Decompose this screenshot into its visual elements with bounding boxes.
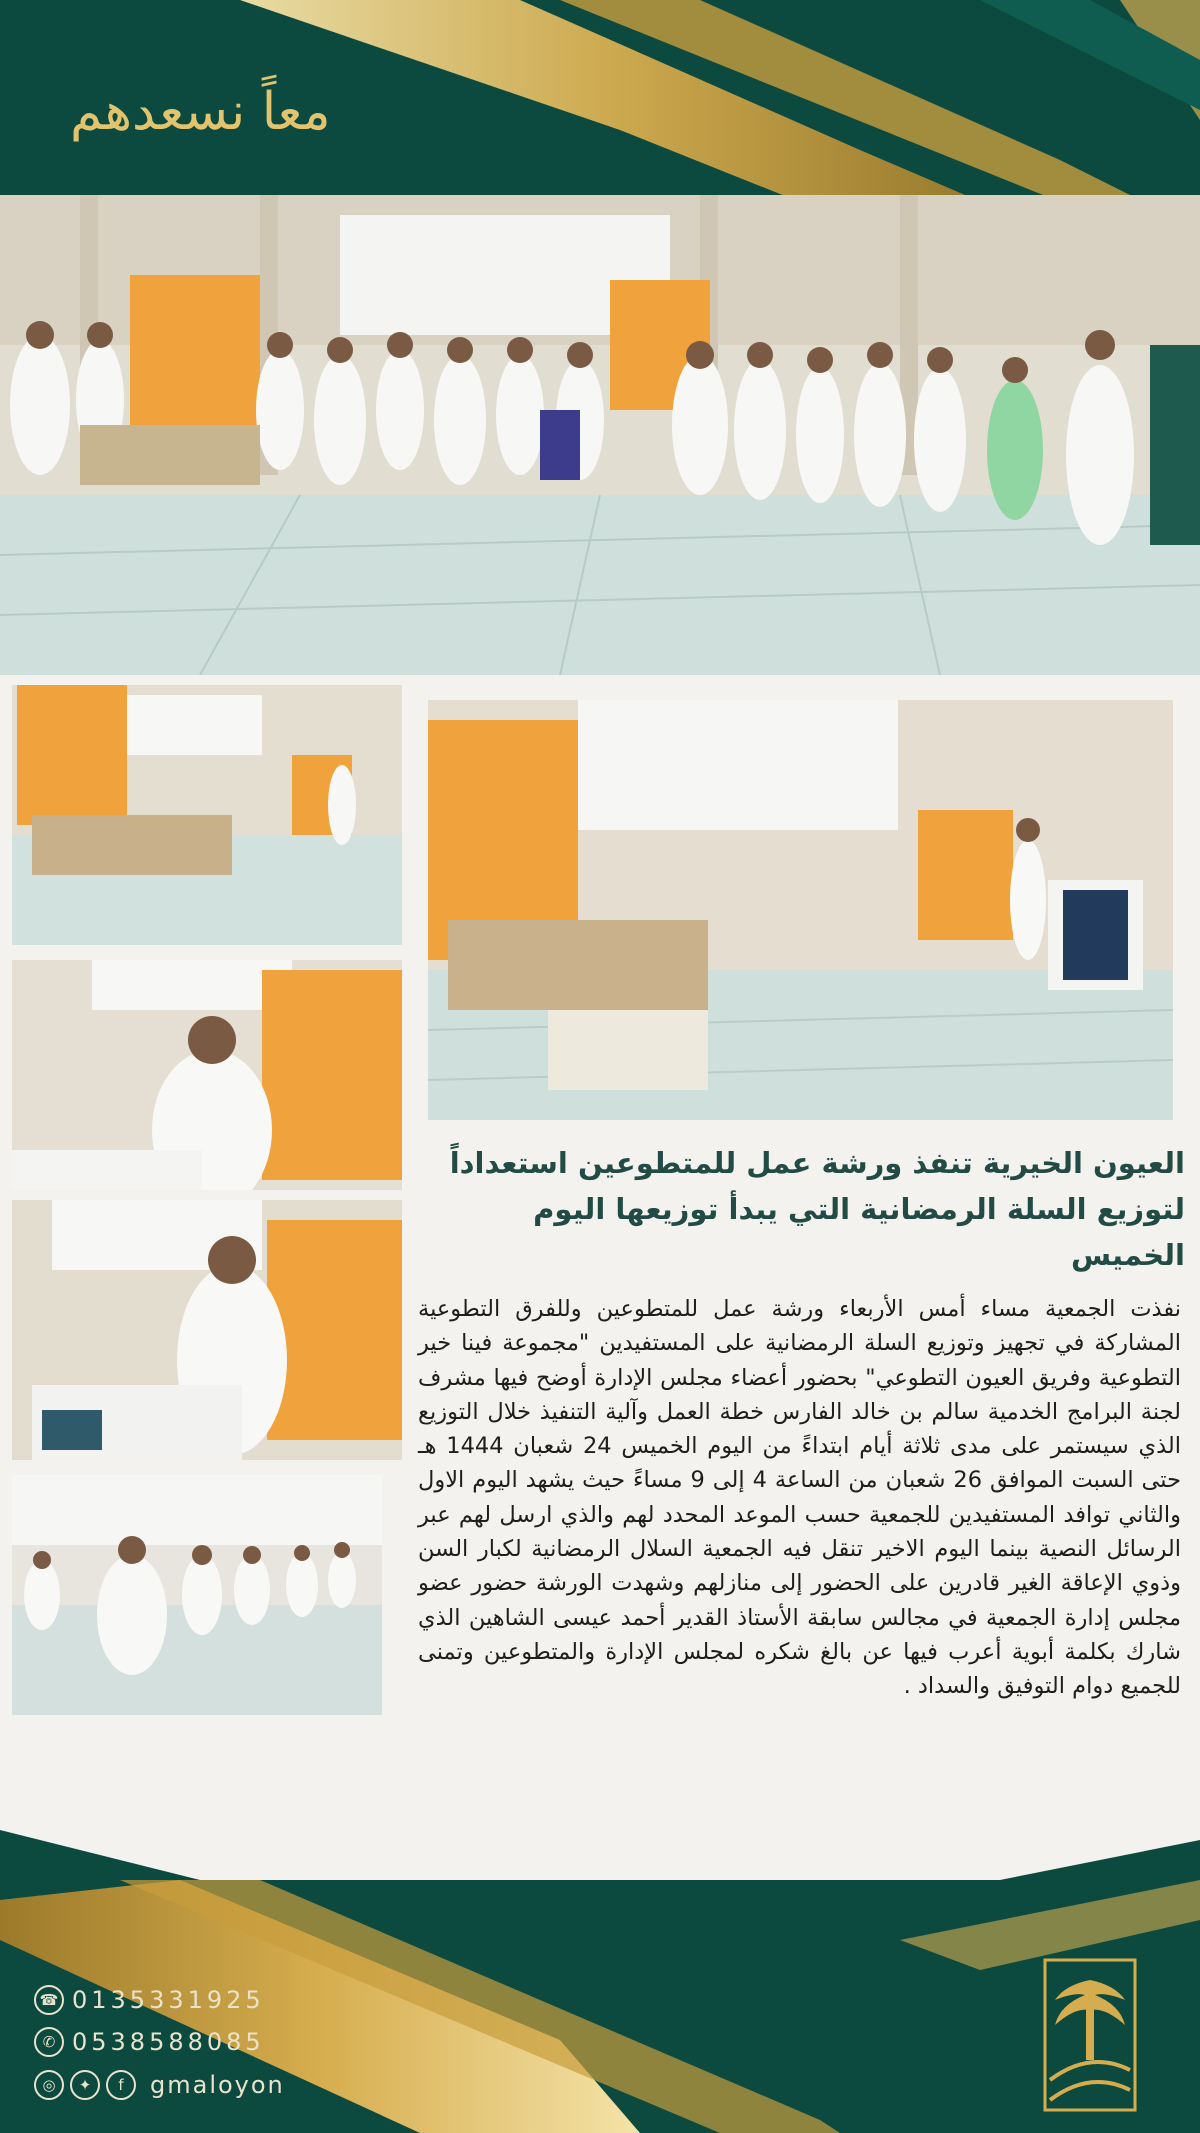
contact-whatsapp (34, 2027, 265, 2057)
whatsapp-number[interactable]: 0538588085 (72, 2028, 265, 2056)
whatsapp-icon: ✆ (34, 2027, 64, 2057)
header-slogan: معاً نسعدهم (70, 82, 331, 142)
twitter-icon[interactable]: ✦ (70, 2070, 100, 2100)
contact-social (34, 2070, 285, 2100)
footer-band (0, 1820, 1200, 2133)
photo-hall-setup (12, 685, 402, 945)
group-photo (0, 195, 1200, 675)
association-logo (1010, 1940, 1160, 2120)
phone-icon: ☎ (34, 1985, 64, 2015)
article-headline: العيون الخيرية تنفذ ورشة عمل للمتطوعين استعداداً لتوزيع السلة الرمضانية التي يبدأ توزيعها اليوم الخميس (449, 1146, 1185, 1272)
instagram-icon[interactable]: ◎ (34, 2070, 64, 2100)
contact-phone (34, 1985, 265, 2015)
social-handle[interactable]: gmaloyon (150, 2071, 285, 2099)
photo-audience (12, 1475, 382, 1715)
photo-basket-display (428, 700, 1173, 1120)
photo-speaker-2 (12, 1200, 402, 1460)
facebook-icon[interactable]: f (106, 2070, 136, 2100)
phone-number[interactable]: 0135331925 (72, 1986, 265, 2014)
header-band (0, 0, 1200, 210)
article-body: نفذت الجمعية مساء أمس الأربعاء ورشة عمل للمتطوعين وللفرق التطوعية المشاركة في تجهيز وتوزيع السلة الرمضانية على المستفيدين "مجموعة فينا خير التطوعية وفريق العيون التطوعي" بحضور أعضاء مجلس الإدارة أوضح فيها مشرف لجنة البرامج الخدمية سالم بن خالد الفارس خطة العمل وآلية التنفيذ خلال التوزيع الذي سيستمر على مدى ثلاثة أيام ابتداءً من اليوم الخميس 24 شعبان 1444 هـ حتى السبت الموافق 26 شعبان من الساعة 4 إلى 9 مساءً حيث يشهد اليوم الاول والثاني توافد المستفيدين للجمعية حسب الموعد المحدد لهم والذي ارسل لهم عبر الرسائل النصية بينما اليوم الاخير تنقل فيه الجمعية السلال الرمضانية لكبار السن وذوي الإعاقة الغير قادرين على الحضور إلى منازلهم وشهدت الورشة حضور عضو مجلس إدارة الجمعية في مجالس سابقة الأستاذ القدير أحمد عيسى الشاهين الذي شارك بكلمة أبوية أعرب فيها عن بالغ شكره لمجلس الإدارة والمتطوعين وتمنى للجميع دوام التوفيق والسداد . (418, 1296, 1182, 1700)
photo-speaker-1 (12, 960, 402, 1190)
